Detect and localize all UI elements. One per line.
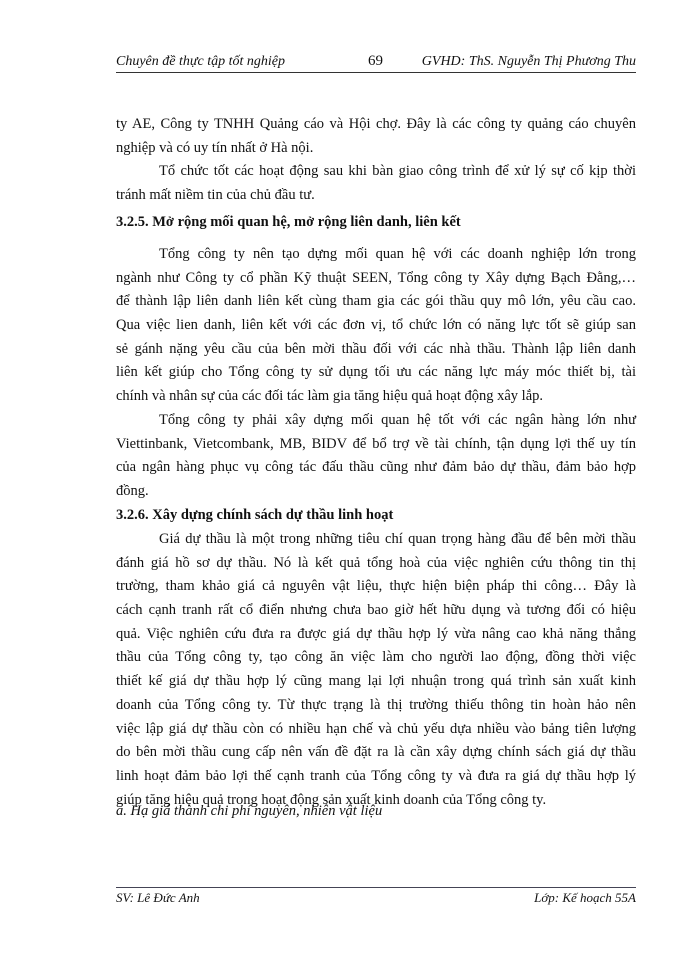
text-line: 3.2.6. Xây dựng chính sách dự thầu linh hoạt — [116, 507, 394, 523]
text-line: ngành như Công ty cổ phần Kỹ thuật SEEN, Tổng công ty Xây dựng Bạch Đằng,… — [116, 269, 636, 286]
text-line: Tổng công ty phải xây dựng mối quan hệ tốt với các ngân hàng lớn như — [159, 412, 636, 428]
text-line: Tổng công ty nên tạo dựng mối quan hệ với các doanh nghiệp lớn trong — [159, 246, 636, 262]
header-title: Chuyên đề thực tập tốt nghiệp — [116, 54, 285, 69]
text-line: đánh giá hồ sơ dự thầu. Nó là kết quả tổng hoà của việc nghiên cứu thông tin thị — [116, 554, 636, 571]
text-line: nghiệp và có uy tín nhất ở Hà nội. — [116, 139, 314, 156]
text-line: sẻ gánh nặng yêu cầu của bên mời thầu đối với các nhà thầu. Thành lập liên danh — [116, 340, 636, 357]
text-line: đồng. — [116, 483, 149, 500]
page-header — [116, 52, 636, 73]
text-line: việc lập giá dự thầu còn có nhiều hạn chế và chủ yếu dựa nhiều vào bảng tiên lượng — [116, 720, 636, 737]
header-advisor: GVHD: ThS. Nguyễn Thị Phương Thu — [421, 54, 636, 69]
paragraph — [116, 160, 636, 207]
text-line: thiết kế giá dự thầu hợp lý cũng mang lại lợi nhuận trong quá trình sản xuất kinh — [116, 673, 636, 690]
text-line: Qua việc lien danh, liên kết với các đơn vị, tổ chức lớn có năng lực tốt sẽ giúp san — [116, 317, 636, 334]
text-line: tránh mất niềm tin của chủ đầu tư. — [116, 186, 315, 203]
text-line: giúp tăng hiệu quả trong hoạt động sản xuất kinh doanh của Tổng công ty. — [116, 791, 547, 808]
section-heading — [116, 504, 636, 528]
text-line: để thành lập liên danh liên kết cùng tham gia các gói thầu quy mô lớn, yêu cầu cao. — [116, 293, 636, 310]
text-line: chính và nhân sự của các đối tác làm gia tăng hiệu quả hoạt động xây lắp. — [116, 388, 544, 405]
page-number: 69 — [368, 53, 383, 69]
paragraph — [116, 409, 636, 504]
text-line: ty AE, Công ty TNHH Quảng cáo và Hội chợ. Đây là các công ty quảng cáo chuyên — [116, 116, 636, 132]
paragraph — [116, 528, 636, 812]
text-line: liên kết giúp cho Tổng công ty sử dụng tối ưu các năng lực máy móc thiết bị, tài — [116, 364, 636, 381]
text-line: quả. Việc nghiên cứu đưa ra được giá dự thầu hợp lý vừa nâng cao khả năng thắng — [116, 625, 636, 642]
text-line: doanh của Tổng công ty. Từ thực trạng là thị trường thiếu thông tin hoàn hảo nên — [116, 696, 636, 713]
text-line: cách cạnh tranh rất cổ điển nhưng chưa bao giờ hết hữu dụng và tương đối có hiệu — [116, 602, 636, 619]
paragraph — [116, 243, 636, 409]
subsection-heading — [116, 800, 636, 824]
page-footer — [116, 887, 636, 906]
paragraph — [116, 113, 636, 160]
text-line: của ngân hàng phục vụ công tác đấu thầu cũng như đảm bảo dự thầu, đảm bảo hợp — [116, 459, 636, 476]
text-line: Giá dự thầu là một trong những tiêu chí quan trọng hàng đầu để bên mời thầu — [159, 531, 636, 547]
text-line: thầu của Tổng công ty, tạo công ăn việc làm cho người lao động, đồng thời việc — [116, 649, 636, 666]
text-line: Tổ chức tốt các hoạt động sau khi bàn giao công trình để xử lý sự cố kịp thời — [159, 163, 636, 179]
text-line: a. Hạ giá thành chi phí nguyên, nhiên vật liệu — [116, 803, 383, 819]
text-line: Viettinbank, Vietcombank, MB, BIDV để bổ trợ về tài chính, tận dụng lợi thế uy tín — [116, 435, 636, 452]
text-line: 3.2.5. Mở rộng mối quan hệ, mở rộng liên danh, liên kết — [116, 214, 461, 230]
text-line: trường, tham khảo giá cả nguyên vật liệu, thực hiện biện pháp thi công… Đây là — [116, 578, 636, 595]
text-line: linh hoạt đảm bảo lợi thế cạnh tranh của Tổng công ty và đưa ra giá dự thầu hợp lý — [116, 767, 636, 784]
footer-class: Lớp: Kế hoạch 55A — [534, 890, 636, 905]
footer-student: SV: Lê Đức Anh — [116, 890, 200, 905]
text-line: do bên mời thầu cung cấp nên vấn đề đặt ra là cần xây dựng chính sách giá dự thầu — [116, 744, 636, 761]
section-heading — [116, 211, 636, 235]
